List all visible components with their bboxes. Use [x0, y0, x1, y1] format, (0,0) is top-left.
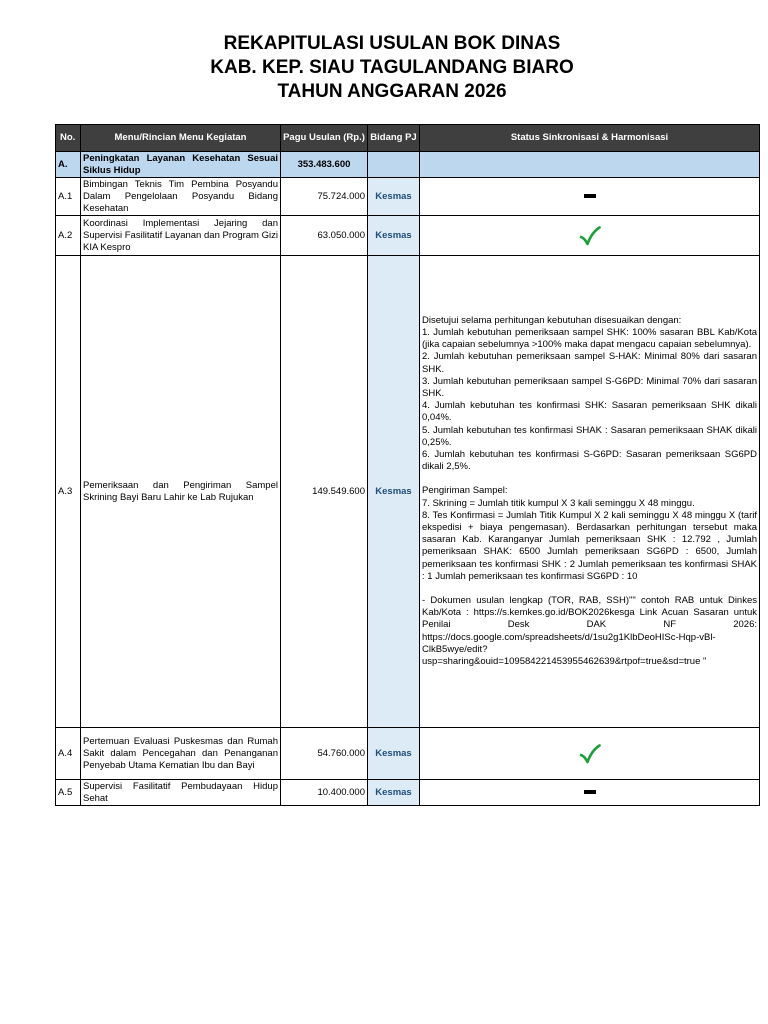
- row-status-notes: [420, 256, 760, 728]
- row-menu: Supervisi Fasilitatif Pembudayaan Hidup Sehat: [81, 780, 281, 806]
- row-pagu: 63.050.000: [281, 216, 368, 256]
- status-note-line: 6. Jumlah kebutuhan tes konfirmasi S-G6PD: Sasaran pemeriksaan SG6PD dikali 2,5%.: [422, 448, 757, 473]
- header-pagu: Pagu Usulan (Rp.): [281, 125, 368, 152]
- section-row: [56, 152, 760, 178]
- table-row: [56, 178, 760, 216]
- table-row: [56, 216, 760, 256]
- row-status: [420, 728, 760, 780]
- row-bidang: Kesmas: [368, 178, 420, 216]
- dash-icon: [584, 790, 596, 794]
- section-no: A.: [56, 152, 81, 178]
- row-no: A.1: [56, 178, 81, 216]
- dash-icon: [584, 194, 596, 198]
- row-menu: Koordinasi Implementasi Jejaring dan Supervisi Fasilitatif Layanan dan Program Gizi KIA Kespro: [81, 216, 281, 256]
- row-no: A.2: [56, 216, 81, 256]
- status-note-line: 1. Jumlah kebutuhan pemeriksaan sampel SHK: 100% sasaran BBL Kab/Kota (jika capaian sebelumnya >100% maka dapat mengacu capaian sebelumnya).: [422, 326, 757, 351]
- status-note-line: Pengiriman Sampel:: [422, 485, 508, 497]
- row-pagu: 54.760.000: [281, 728, 368, 780]
- status-note-line: Disetujui selama perhitungan kebutuhan disesuaikan dengan:: [422, 314, 682, 326]
- table-row: [56, 728, 760, 780]
- header-bidang: Bidang PJ: [368, 125, 420, 152]
- status-note-line: 3. Jumlah kebutuhan pemeriksaan sampel S-G6PD: Minimal 70% dari sasaran SHK.: [422, 375, 757, 399]
- row-status: [420, 216, 760, 256]
- status-note-line: 2. Jumlah kebutuhan pemeriksaan sampel S-HAK: Minimal 80% dari sasaran SHK.: [422, 351, 757, 375]
- title-line-3: TAHUN ANGGARAN 2026: [277, 81, 507, 102]
- row-pagu: 149.549.600: [281, 256, 368, 728]
- status-note-line: 8. Tes Konfirmasi = Jumlah Titik Kumpul X 2 kali seminggu X 48 minggu X (tarif ekspedisi + biaya pengemasan). Berdasarkan perhitungan tersebut maka sasaran Kab. Karanganyar Jumlah pemeriksaan SHK : 12.792 , Jumlah pemeriksaan SHAK: 6500 Jumlah pemeriksaan SG6PD : 6500, Jumlah pemeriksaan tes konfirmasi SHK : 2 Jumlah pemeriksaan tes konfirmasi SHAK : 1 Jumlah pemeriksaan tes konfirmasi SG6PD : 10: [422, 509, 757, 582]
- status-note-line: 5. Jumlah kebutuhan tes konfirmasi SHAK : Sasaran pemeriksaan SHAK dikali 0,25%.: [422, 424, 757, 448]
- header-no: No.: [56, 125, 81, 152]
- title-line-1: REKAPITULASI USULAN BOK DINAS: [223, 33, 561, 54]
- section-menu: Peningkatan Layanan Kesehatan Sesuai Siklus Hidup: [81, 152, 281, 178]
- row-pagu: 10.400.000: [281, 780, 368, 806]
- status-note-line: 4. Jumlah kebutuhan tes konfirmasi SHK: Sasaran pemeriksaan SHK dikali 0,04%.: [422, 400, 757, 424]
- row-menu: Bimbingan Teknis Tim Pembina Posyandu Dalam Pengelolaan Posyandu Bidang Kesehatan: [81, 178, 281, 216]
- document-title: [0, 32, 768, 104]
- rekap-table: [55, 124, 760, 806]
- row-no: A.4: [56, 728, 81, 780]
- row-bidang: Kesmas: [368, 780, 420, 806]
- row-no: A.3: [56, 256, 81, 728]
- table-header-row: [56, 125, 760, 152]
- row-status: [420, 780, 760, 806]
- status-note-gap: [422, 583, 757, 595]
- table-row: [56, 256, 760, 728]
- status-note-line: 7. Skrining = Jumlah titik kumpul X 3 kali seminggu X 48 minggu.: [422, 497, 695, 509]
- section-status: [420, 152, 760, 178]
- row-menu: Pertemuan Evaluasi Puskesmas dan Rumah Sakit dalam Pencegahan dan Penanganan Penyebab Utama Kematian Ibu dan Bayi: [81, 728, 281, 780]
- row-bidang: Kesmas: [368, 256, 420, 728]
- row-pagu: 75.724.000: [281, 178, 368, 216]
- row-menu: Pemeriksaan dan Pengiriman Sampel Skrining Bayi Baru Lahir ke Lab Rujukan: [81, 256, 281, 728]
- section-pagu: 353.483.600: [281, 152, 368, 178]
- header-menu: Menu/Rincian Menu Kegiatan: [81, 125, 281, 152]
- row-no: A.5: [56, 780, 81, 806]
- row-bidang: Kesmas: [368, 216, 420, 256]
- check-icon: [579, 744, 601, 764]
- title-line-2: KAB. KEP. SIAU TAGULANDANG BIARO: [210, 57, 574, 78]
- check-icon: [579, 226, 601, 246]
- table-row: [56, 780, 760, 806]
- status-note-gap: [422, 473, 757, 485]
- section-bidang: [368, 152, 420, 178]
- row-status: [420, 178, 760, 216]
- row-bidang: Kesmas: [368, 728, 420, 780]
- status-note-line: - Dokumen usulan lengkap (TOR, RAB, SSH)"" contoh RAB untuk Dinkes Kab/Kota : https://s.kemkes.go.id/BOK2026kesga Link Acuan Sasaran untuk Penilai Desk DAK NF 2026: https://docs.google.com/spreadsheets/d/1su2g1KlbDeoHISc-Hqp-vBl-ClkB5wye/edit?usp=sharing&ouid=109584221453955462639&rtpof=true&sd=true ": [422, 595, 757, 668]
- header-status: Status Sinkronisasi & Harmonisasi: [420, 125, 760, 152]
